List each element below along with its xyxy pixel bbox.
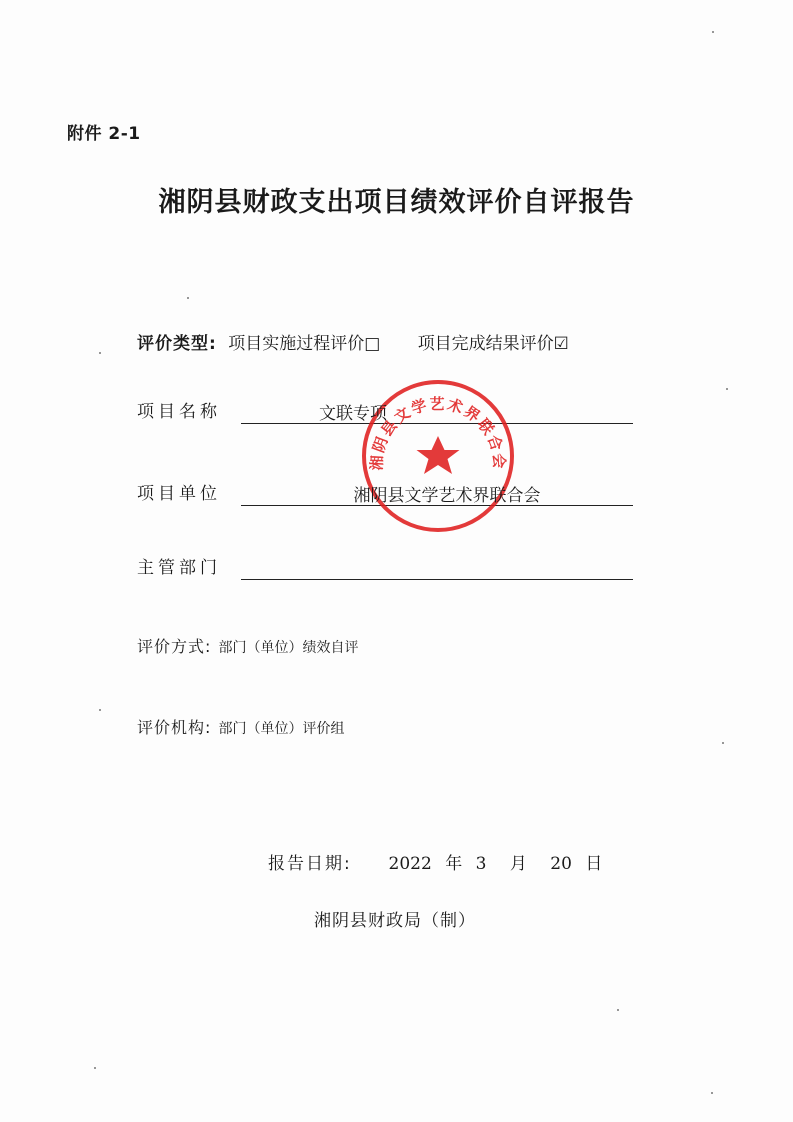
seal-text: 湘阴县文学艺术界联合会 [367,394,509,471]
evaluation-method-label: 评价方式: [137,637,212,656]
seal-star-icon [417,436,460,474]
evaluation-organization-value: 部门（单位）评价组 [218,721,345,737]
evaluation-type-result-option: 项目完成结果评价☑ [417,334,569,354]
project-name-field [137,397,637,427]
supervisor-field [137,553,637,583]
evaluation-type-row [137,329,569,354]
report-date-year: 2022 [388,854,432,874]
scan-speck [99,352,101,354]
scan-speck [99,709,101,711]
project-name-label: 项目名称 [137,402,221,422]
scan-speck [711,1092,713,1094]
supervisor-underline [241,579,633,580]
project-unit-label: 项目单位 [137,484,221,504]
attachment-label: 附件 2-1 [67,124,141,144]
project-name-value: 文联专项 [319,404,387,424]
evaluation-type-process-option: 项目实施过程评价□ [228,334,381,354]
project-unit-field [137,479,637,509]
scan-speck [712,31,714,33]
scan-speck [726,388,728,390]
issuer: 湘阴县财政局（制） [314,911,476,931]
scan-speck [187,297,189,299]
evaluation-organization-label: 评价机构: [137,718,212,737]
report-date [268,849,602,874]
evaluation-type-label: 评价类型: [137,334,217,354]
report-date-day: 20 [550,854,572,874]
report-date-month-unit: 月 [509,854,527,874]
report-date-month: 3 [475,854,487,874]
report-date-year-unit: 年 [445,854,463,874]
report-date-label: 报告日期: [268,854,352,874]
document-title: 湘阴县财政支出项目绩效评价自评报告 [158,187,635,218]
project-unit-value: 湘阴县文学艺术界联合会 [353,486,541,506]
evaluation-method-value: 部门（单位）绩效自评 [218,640,359,656]
evaluation-method-row [137,634,359,657]
supervisor-label: 主管部门 [137,558,221,578]
scan-speck [94,1067,96,1069]
scan-speck [617,1009,619,1011]
evaluation-organization-row [137,715,345,738]
report-date-day-unit: 日 [585,854,603,874]
scan-speck [722,742,724,744]
